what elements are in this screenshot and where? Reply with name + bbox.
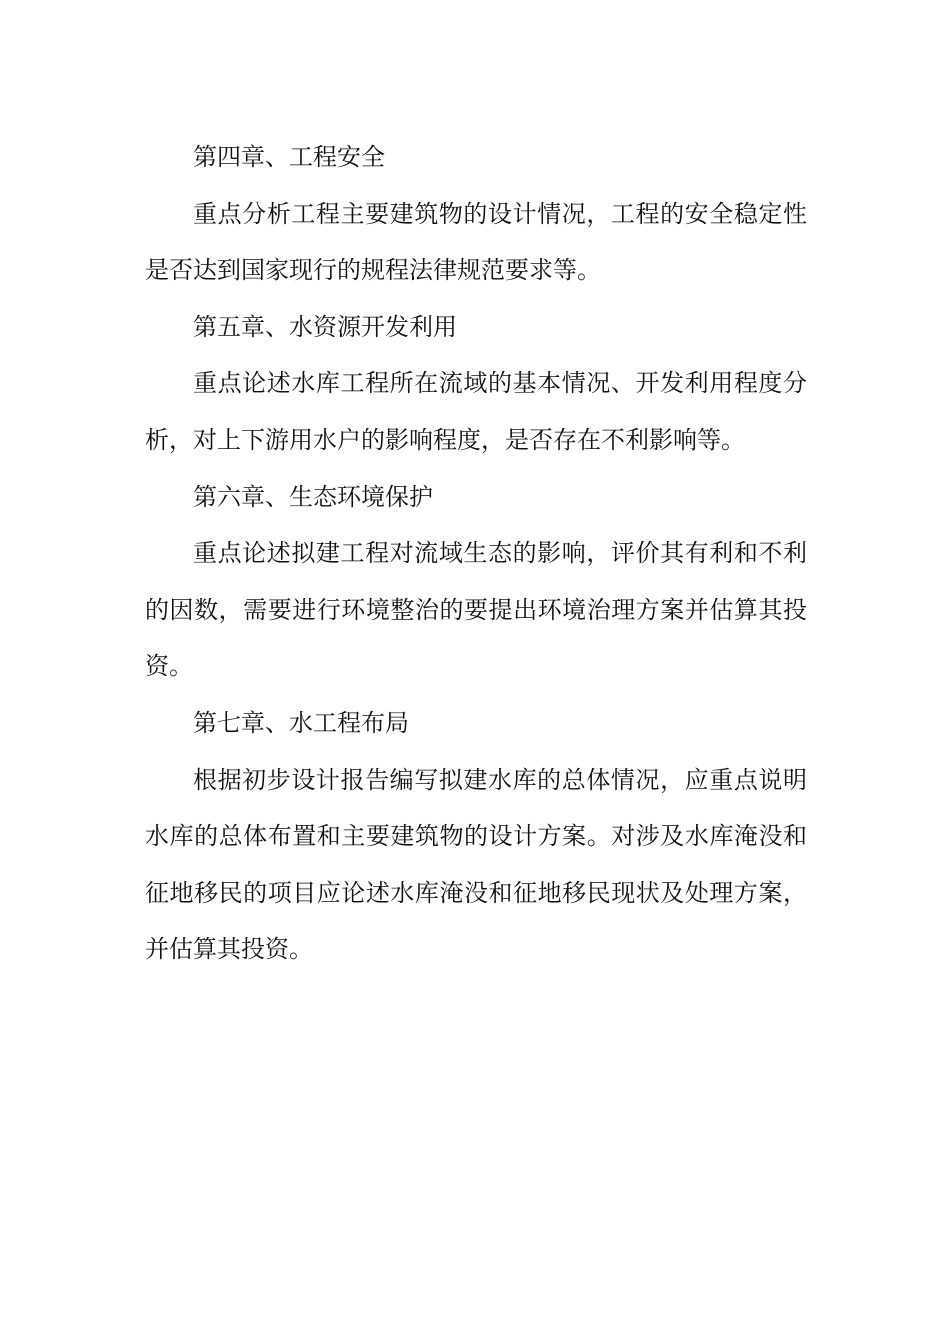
chapter-5-heading: 第五章、水资源开发利用: [193, 312, 457, 341]
chapter-7-heading: 第七章、水工程布局: [193, 708, 409, 737]
chapter-6-heading: 第六章、生态环境保护: [193, 482, 433, 511]
chapter-4-paragraph: 重点分析工程主要建筑物的设计情况，工程的安全稳定性是否达到国家现行的规程法律规范要求等。: [145, 199, 807, 285]
document-body: [145, 129, 807, 978]
chapter-5-paragraph: 重点论述水库工程所在流域的基本情况、开发利用程度分析，对上下游用水户的影响程度，是否存在不利影响等。: [145, 369, 807, 454]
chapter-7-paragraph: 根据初步设计报告编写拟建水库的总体情况，应重点说明水库的总体布置和主要建筑物的设计方案。对涉及水库淹没和征地移民的项目应论述水库淹没和征地移民现状及处理方案，并估算其投资。: [145, 765, 807, 964]
chapter-4-heading: 第四章、工程安全: [193, 143, 385, 171]
chapter-6-paragraph: 重点论述拟建工程对流域生态的影响，评价其有利和不利的因数，需要进行环境整治的要提出环境治理方案并估算其投资。: [145, 539, 807, 681]
